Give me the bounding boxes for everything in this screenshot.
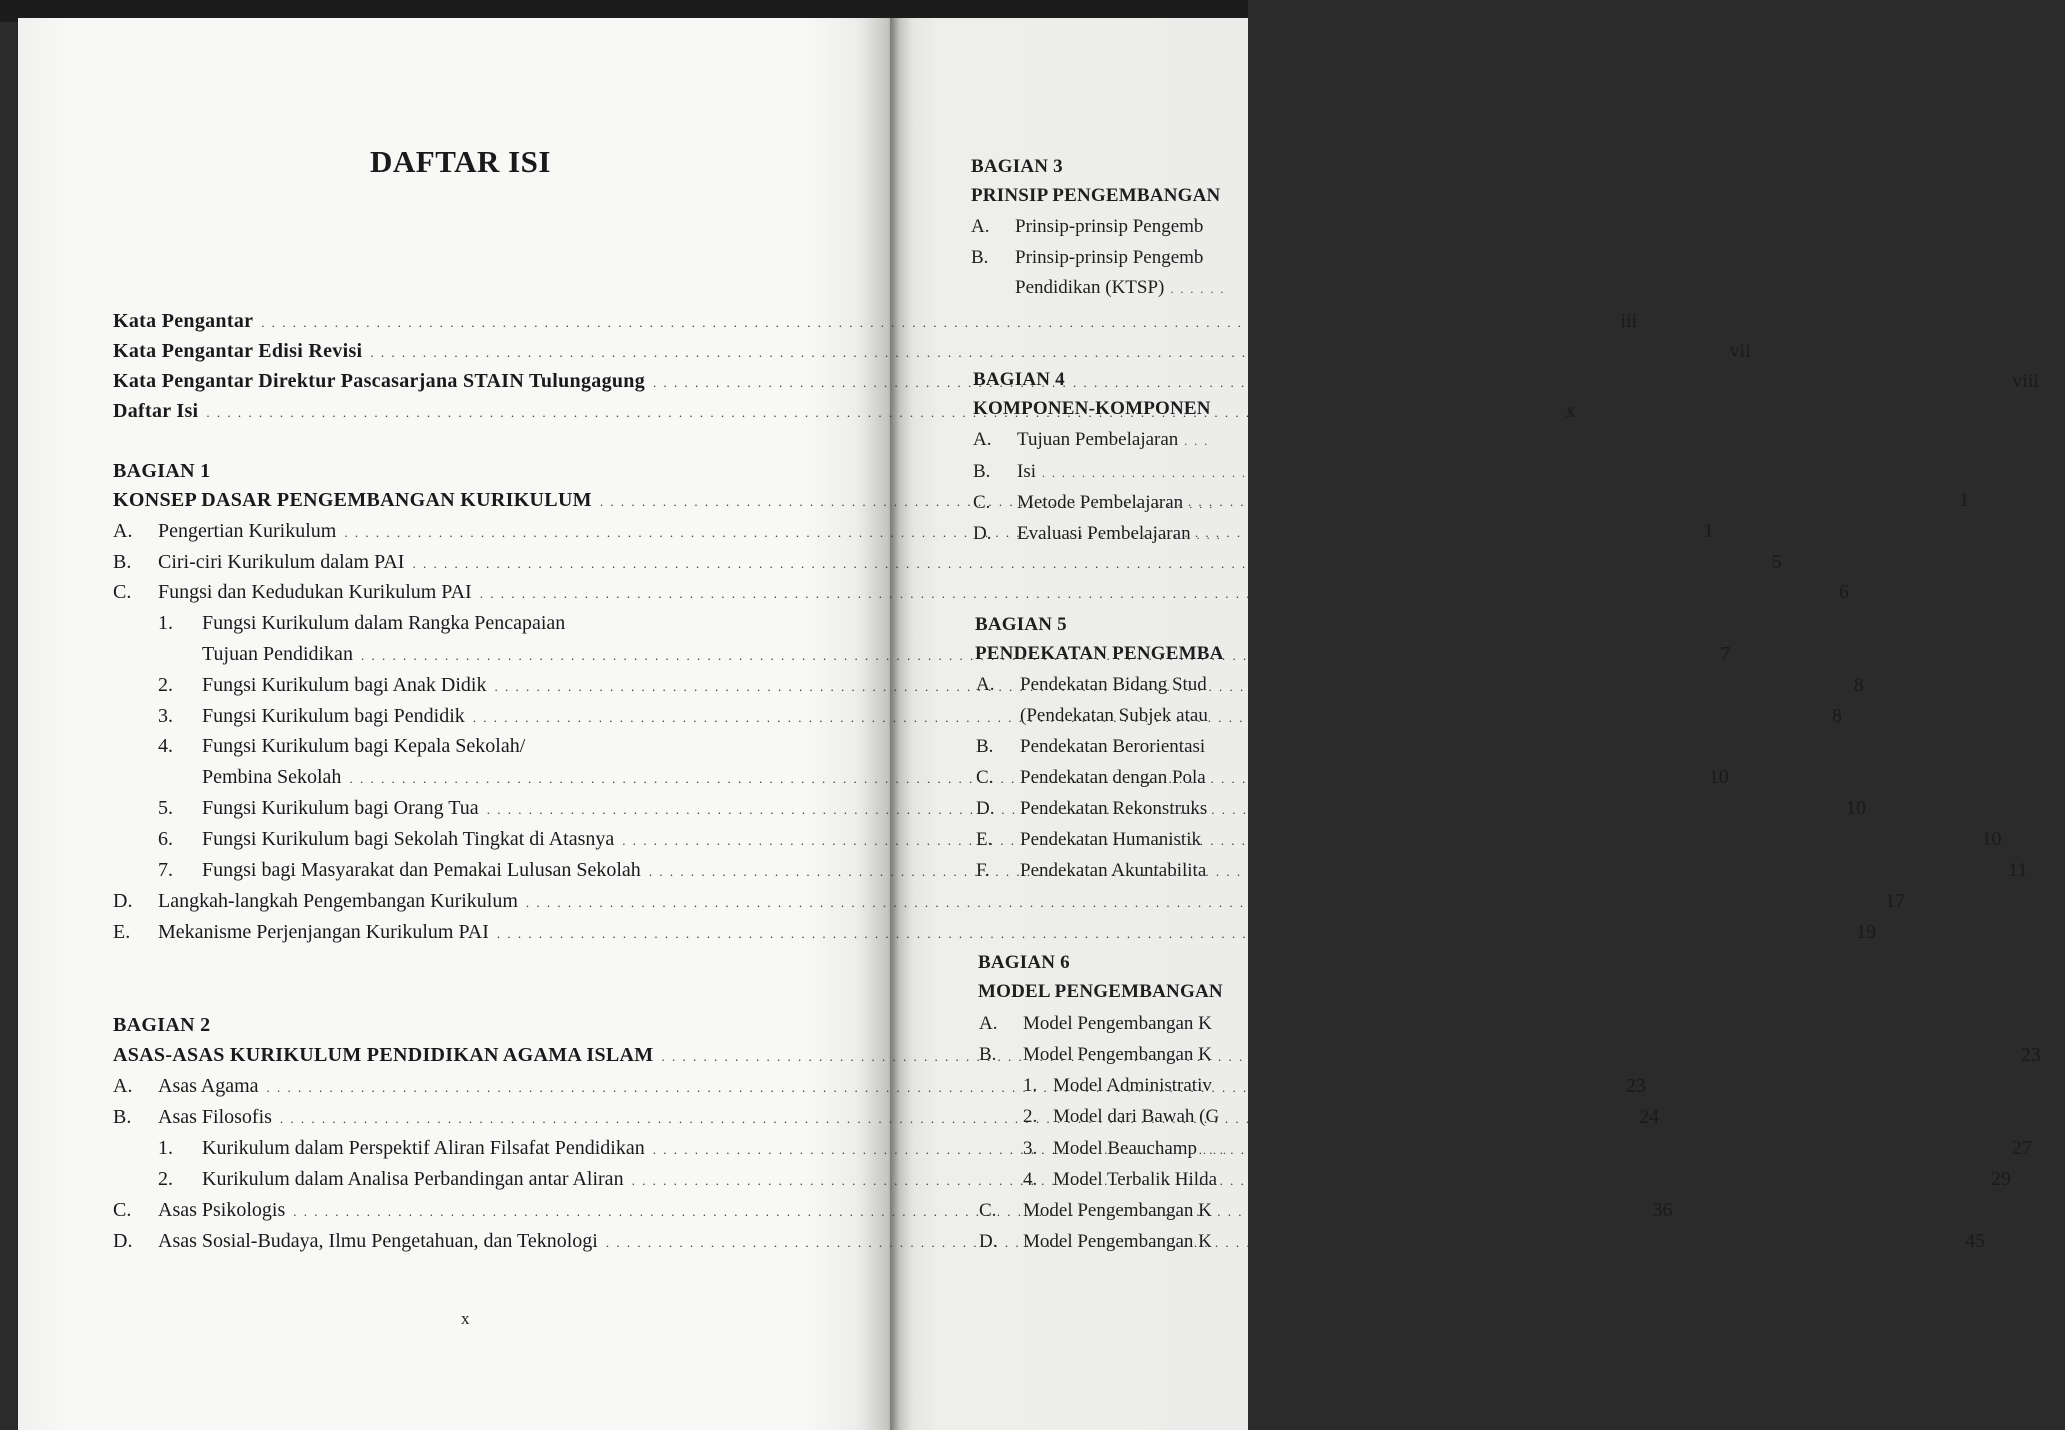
toc-subentry <box>1023 1169 1217 1191</box>
entry-label: Model Pengembangan K <box>1023 1231 1212 1252</box>
leader-dots <box>206 405 1555 421</box>
leader-dots <box>649 864 1998 880</box>
toc-subentry <box>1023 1075 1212 1097</box>
entry-number: C. <box>973 492 991 513</box>
leader-dots <box>661 1049 2010 1065</box>
entry-label: Fungsi Kurikulum bagi Pendidik <box>202 705 465 727</box>
toc-entry-front-matter <box>113 340 1751 370</box>
entry-page: 17 <box>1885 890 1906 912</box>
entry-label: Model Pengembangan K <box>1023 1013 1212 1034</box>
entry-number: 2. <box>158 674 173 696</box>
entry-number: A. <box>976 674 995 695</box>
leader-dots <box>622 833 1971 849</box>
toc-entry <box>113 581 1849 611</box>
entry-page: 1 <box>1959 489 1970 511</box>
entry-label: Ciri-ciri Kurikulum dalam PAI <box>158 551 405 573</box>
entry-page: 1 <box>1703 520 1714 542</box>
entry-label: Model Administrativ <box>1053 1075 1212 1096</box>
entry-label: Prinsip-prinsip Pengemb <box>1015 216 1204 237</box>
toc-entry <box>976 736 1205 758</box>
section-label: BAGIAN 5 <box>975 614 1067 635</box>
entry-page: 23 <box>1625 1075 1646 1097</box>
leader-dots <box>600 494 1949 510</box>
entry-label: Fungsi dan Kedudukan Kurikulum PAI <box>158 581 472 603</box>
entry-label: Metode Pembelajaran <box>1017 492 1184 513</box>
entry-label: Model Beauchamp <box>1053 1138 1198 1159</box>
entry-number: B. <box>971 247 989 268</box>
entry-number: 2. <box>1023 1106 1038 1127</box>
entry-number: 4. <box>1023 1169 1038 1190</box>
leader-dots: . . . . . . . . . . . . . . . . . . . . . . . . . . <box>1042 466 1297 480</box>
entry-number: B. <box>976 736 994 757</box>
entry-number: D. <box>113 1230 133 1252</box>
entry-label: Kata Pengantar Direktur Pascasarjana STAIN Tulungagung <box>113 370 646 392</box>
entry-number: 5. <box>158 797 173 819</box>
entry-number: 7. <box>158 859 173 881</box>
entry-number: C. <box>113 581 132 603</box>
entry-number: D. <box>113 890 133 912</box>
entry-label: Fungsi Kurikulum bagi Anak Didik <box>202 674 487 696</box>
entry-page: 8 <box>1832 705 1843 727</box>
entry-label: Fungsi Kurikulum bagi Sekolah Tingkat di Atasnya <box>202 828 615 850</box>
toc-entry <box>973 492 1214 514</box>
entry-number: E. <box>113 921 131 943</box>
entry-label: Pendekatan Humanistik <box>1020 829 1201 850</box>
entry-number: 1. <box>1023 1075 1038 1096</box>
entry-label: Daftar Isi <box>113 400 199 422</box>
section-title: MODEL PENGEMBANGAN <box>978 981 1223 1002</box>
entry-number: 3. <box>158 705 173 727</box>
leader-dots: . . . . . . <box>1170 282 1226 296</box>
entry-number: 3. <box>1023 1138 1038 1159</box>
entry-number: C. <box>113 1199 132 1221</box>
entry-label: Isi <box>1017 461 1036 482</box>
toc-entry <box>979 1231 1212 1253</box>
leader-dots: . . . <box>1189 497 1215 511</box>
page-title: DAFTAR ISI <box>370 144 551 179</box>
toc-subentry <box>158 735 787 765</box>
leader-dots <box>606 1235 1955 1251</box>
leader-dots <box>653 375 2002 391</box>
toc-entry <box>113 921 1877 951</box>
toc-entry <box>976 798 1207 820</box>
entry-number: 4. <box>158 735 173 757</box>
entry-page: 7 <box>1720 643 1731 665</box>
entry-label: Asas Filosofis <box>158 1106 272 1128</box>
entry-label: Fungsi Kurikulum bagi Orang Tua <box>202 797 479 819</box>
entry-number: B. <box>113 551 132 573</box>
entry-number: E. <box>976 829 993 850</box>
toc-subentry <box>158 612 787 642</box>
entry-label: Model Terbalik Hilda <box>1053 1169 1218 1190</box>
toc-entry-continuation <box>1020 705 1208 727</box>
section-title: PRINSIP PENGEMBANGAN <box>971 185 1221 206</box>
entry-page: x <box>1565 400 1576 422</box>
entry-number: 2. <box>158 1168 173 1190</box>
leader-dots: . . . <box>1203 1143 1229 1157</box>
entry-label: Pengertian Kurikulum <box>158 520 337 542</box>
entry-number: 1. <box>158 612 173 634</box>
toc-entry-continuation <box>1015 277 1225 299</box>
entry-number: D. <box>979 1231 998 1252</box>
entry-page: 36 <box>1652 1199 1673 1221</box>
entry-label: Pendekatan Akuntabilita <box>1020 860 1207 881</box>
entry-page: 10 <box>1981 828 2002 850</box>
toc-entry <box>976 829 1201 851</box>
toc-entry <box>973 461 1297 483</box>
entry-page: 19 <box>1856 921 1877 943</box>
entry-page: 10 <box>1708 766 1729 788</box>
section-label: BAGIAN 3 <box>971 156 1063 177</box>
toc-entry <box>113 890 1906 920</box>
entry-page: 5 <box>1771 551 1782 573</box>
entry-number: B. <box>113 1106 132 1128</box>
toc-subentry <box>1023 1138 1228 1160</box>
section-label: BAGIAN 6 <box>978 952 1070 973</box>
entry-label: Fungsi Kurikulum dalam Rangka Pencapaian <box>202 612 566 634</box>
entry-number: D. <box>973 523 992 544</box>
entry-number: A. <box>973 429 992 450</box>
entry-label: Evaluasi Pembelajaran <box>1017 523 1191 544</box>
page-folio: x <box>461 1309 470 1328</box>
entry-label: Pendekatan Rekonstruks <box>1020 798 1208 819</box>
right-page-content <box>890 18 1297 1430</box>
entry-number: 6. <box>158 828 173 850</box>
entry-number: 1. <box>158 1137 173 1159</box>
section-title: ASAS-ASAS KURIKULUM PENDIDIKAN AGAMA ISLAM <box>113 1044 654 1066</box>
entry-number: A. <box>113 520 133 542</box>
entry-label: Kurikulum dalam Perspektif Aliran Filsafat Pendidikan <box>202 1137 645 1159</box>
entry-label: Model dari Bawah (G <box>1053 1106 1220 1127</box>
entry-label: Pendekatan dengan Pola <box>1020 767 1206 788</box>
entry-page: 24 <box>1639 1106 1660 1128</box>
entry-label: Prinsip-prinsip Pengemb <box>1015 247 1204 268</box>
entry-number: A. <box>113 1075 133 1097</box>
entry-label: Pendekatan Bidang Stud <box>1020 674 1207 695</box>
toc-entry <box>971 247 1203 269</box>
entry-label: Pendidikan (KTSP) <box>1015 277 1165 298</box>
entry-label: Model Pengembangan K <box>1023 1044 1212 1065</box>
entry-page: 10 <box>1845 797 1866 819</box>
entry-number: A. <box>971 216 990 237</box>
leader-dots: . . . <box>1196 528 1222 542</box>
toc-entry <box>979 1200 1212 1222</box>
entry-page: 11 <box>2008 859 2028 881</box>
entry-number: C. <box>976 767 994 788</box>
entry-number: C. <box>979 1200 997 1221</box>
toc-entry <box>976 860 1206 882</box>
entry-number: A. <box>979 1013 998 1034</box>
toc-entry <box>976 767 1206 789</box>
section-title: PENDEKATAN PENGEMBA <box>975 643 1224 664</box>
entry-number: B. <box>979 1044 997 1065</box>
section-label: BAGIAN 1 <box>113 460 211 482</box>
entry-page: vii <box>1729 340 1751 362</box>
leader-dots: . . . <box>1184 434 1210 448</box>
entry-label: Fungsi Kurikulum bagi Kepala Sekolah/ <box>202 735 526 757</box>
entry-label: Kurikulum dalam Analisa Perbandingan antar Aliran <box>202 1168 624 1190</box>
entry-label: Asas Psikologis <box>158 1199 286 1221</box>
entry-label: (Pendekatan Subjek atau <box>1020 705 1208 726</box>
entry-label: Pembina Sekolah <box>202 766 342 788</box>
entry-number: F. <box>976 860 990 881</box>
entry-label: Pendekatan Berorientasi <box>1020 736 1206 757</box>
entry-page: 29 <box>1990 1168 2011 1190</box>
entry-label: Kata Pengantar <box>113 310 254 332</box>
entry-label: Langkah-langkah Pengembangan Kurikulum <box>158 890 518 912</box>
leader-dots <box>632 1173 1981 1189</box>
entry-label: Mekanisme Perjenjangan Kurikulum PAI <box>158 921 489 943</box>
entry-number: B. <box>973 461 991 482</box>
toc-entry-front-matter <box>113 310 1638 340</box>
entry-label: Fungsi bagi Masyarakat dan Pemakai Lulusan Sekolah <box>202 859 641 881</box>
entry-page: 8 <box>1853 674 1864 696</box>
toc-entry <box>113 551 1782 581</box>
entry-number: D. <box>976 798 995 819</box>
section-label: BAGIAN 2 <box>113 1014 211 1036</box>
entry-label: Asas Sosial-Budaya, Ilmu Pengetahuan, dan Teknologi <box>158 1230 598 1252</box>
toc-entry <box>973 523 1222 545</box>
entry-page: 23 <box>2020 1044 2041 1066</box>
leader-dots <box>653 1142 2002 1158</box>
entry-label: Tujuan Pendidikan <box>202 643 353 665</box>
entry-page: viii <box>2012 370 2039 392</box>
entry-page: 6 <box>1838 581 1849 603</box>
entry-page: 45 <box>1965 1230 1986 1252</box>
toc-entry <box>973 429 1209 451</box>
toc-entry <box>979 1013 1212 1035</box>
section-title: KOMPONEN-KOMPONEN <box>973 398 1211 419</box>
section-title: KONSEP DASAR PENGEMBANGAN KURIKULUM <box>113 489 592 511</box>
entry-label: Tujuan Pembelajaran <box>1017 429 1179 450</box>
toc-entry <box>979 1044 1212 1066</box>
entry-label: Asas Agama <box>158 1075 259 1097</box>
entry-label: Kata Pengantar Edisi Revisi <box>113 340 363 362</box>
section-label: BAGIAN 4 <box>973 369 1065 390</box>
toc-entry <box>976 674 1207 696</box>
entry-page: iii <box>1620 310 1638 332</box>
entry-page: 27 <box>2011 1137 2032 1159</box>
entry-label: Model Pengembangan K <box>1023 1200 1212 1221</box>
toc-subentry <box>1023 1106 1219 1128</box>
toc-entry <box>971 216 1203 238</box>
